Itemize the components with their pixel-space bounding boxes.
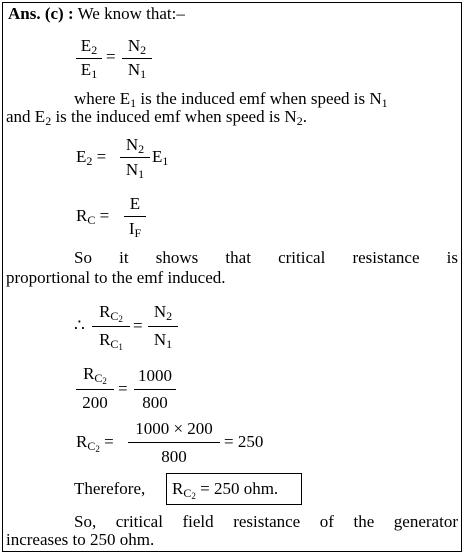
where-line-2: and $E_2$ is the induced emf when speed is $N_2$. — [6, 107, 307, 128]
answer-header — [8, 4, 185, 24]
eq5-fraction-bar — [76, 389, 114, 390]
so-line-2: proportional to the emf induced. — [6, 268, 226, 287]
where-line-1: where $E_1$ is the induced emf when speed is $N_1$ — [74, 89, 388, 110]
eq6-fraction-bar — [128, 442, 220, 443]
conclusion-line-1: So, critical field resistance of the generator — [74, 512, 458, 531]
intro-text: We know that:– — [77, 4, 185, 23]
eq4-therefore: ∴ — [74, 316, 85, 335]
therefore-text: Therefore, — [74, 479, 146, 498]
eq2-numerator: $N_2$ — [125, 135, 145, 156]
eq1-denominator: $E_1$ — [80, 60, 98, 81]
so-line-1: So it shows that critical resistance is — [74, 248, 458, 267]
conclusion-line-2: increases to 250 ohm. — [6, 530, 155, 549]
eq6-lhs: $R_{C_2}$ = — [76, 432, 114, 454]
eq1-rhs-numerator: $N_2$ — [127, 36, 147, 57]
eq3-numerator: E — [129, 194, 141, 213]
boxed-result-text: $R_{C_2} = 250$ ohm. — [172, 479, 279, 501]
eq3-fraction-bar — [124, 216, 146, 217]
eq2-fraction-bar — [120, 157, 150, 158]
eq6-result: = 250 — [224, 432, 264, 451]
eq4-rhs-bar — [148, 326, 178, 327]
eq1-rhs-denominator: $N_1$ — [127, 60, 147, 81]
eq4-rhs-denominator: $N_1$ — [153, 330, 173, 351]
eq4-denominator: $R_{C_1}$ — [99, 330, 123, 352]
eq5-rhs-numerator: 1000 — [138, 366, 172, 385]
eq5-equals: = — [118, 379, 128, 398]
eq2-denominator: $N_1$ — [125, 160, 145, 181]
eq2-lhs: $E_2$ = — [76, 147, 107, 168]
eq1-equals: = — [106, 47, 116, 66]
eq4-equals: = — [133, 316, 143, 335]
eq6-numerator: 1000 × 200 — [135, 419, 213, 438]
eq5-rhs-bar — [134, 389, 176, 390]
eq5-denominator: 200 — [82, 393, 108, 412]
eq1-rhs-bar — [122, 58, 152, 59]
answer-label: Ans. (c) : — [8, 4, 74, 23]
eq4-fraction-bar — [92, 326, 130, 327]
eq1-fraction-bar — [76, 58, 102, 59]
eq4-numerator: $R_{C_2}$ — [99, 302, 123, 324]
eq5-rhs-denominator: 800 — [142, 393, 168, 412]
eq4-rhs-numerator: $N_2$ — [153, 302, 173, 323]
eq1-numerator: $E_2$ — [80, 36, 98, 57]
eq2-tail: $E_1$ — [152, 147, 169, 168]
eq6-denominator: 800 — [161, 447, 187, 466]
eq3-lhs: $R_C$ = — [76, 206, 110, 227]
eq3-denominator: $I_F$ — [128, 219, 142, 240]
eq5-numerator: $R_{C_2}$ — [83, 364, 107, 386]
